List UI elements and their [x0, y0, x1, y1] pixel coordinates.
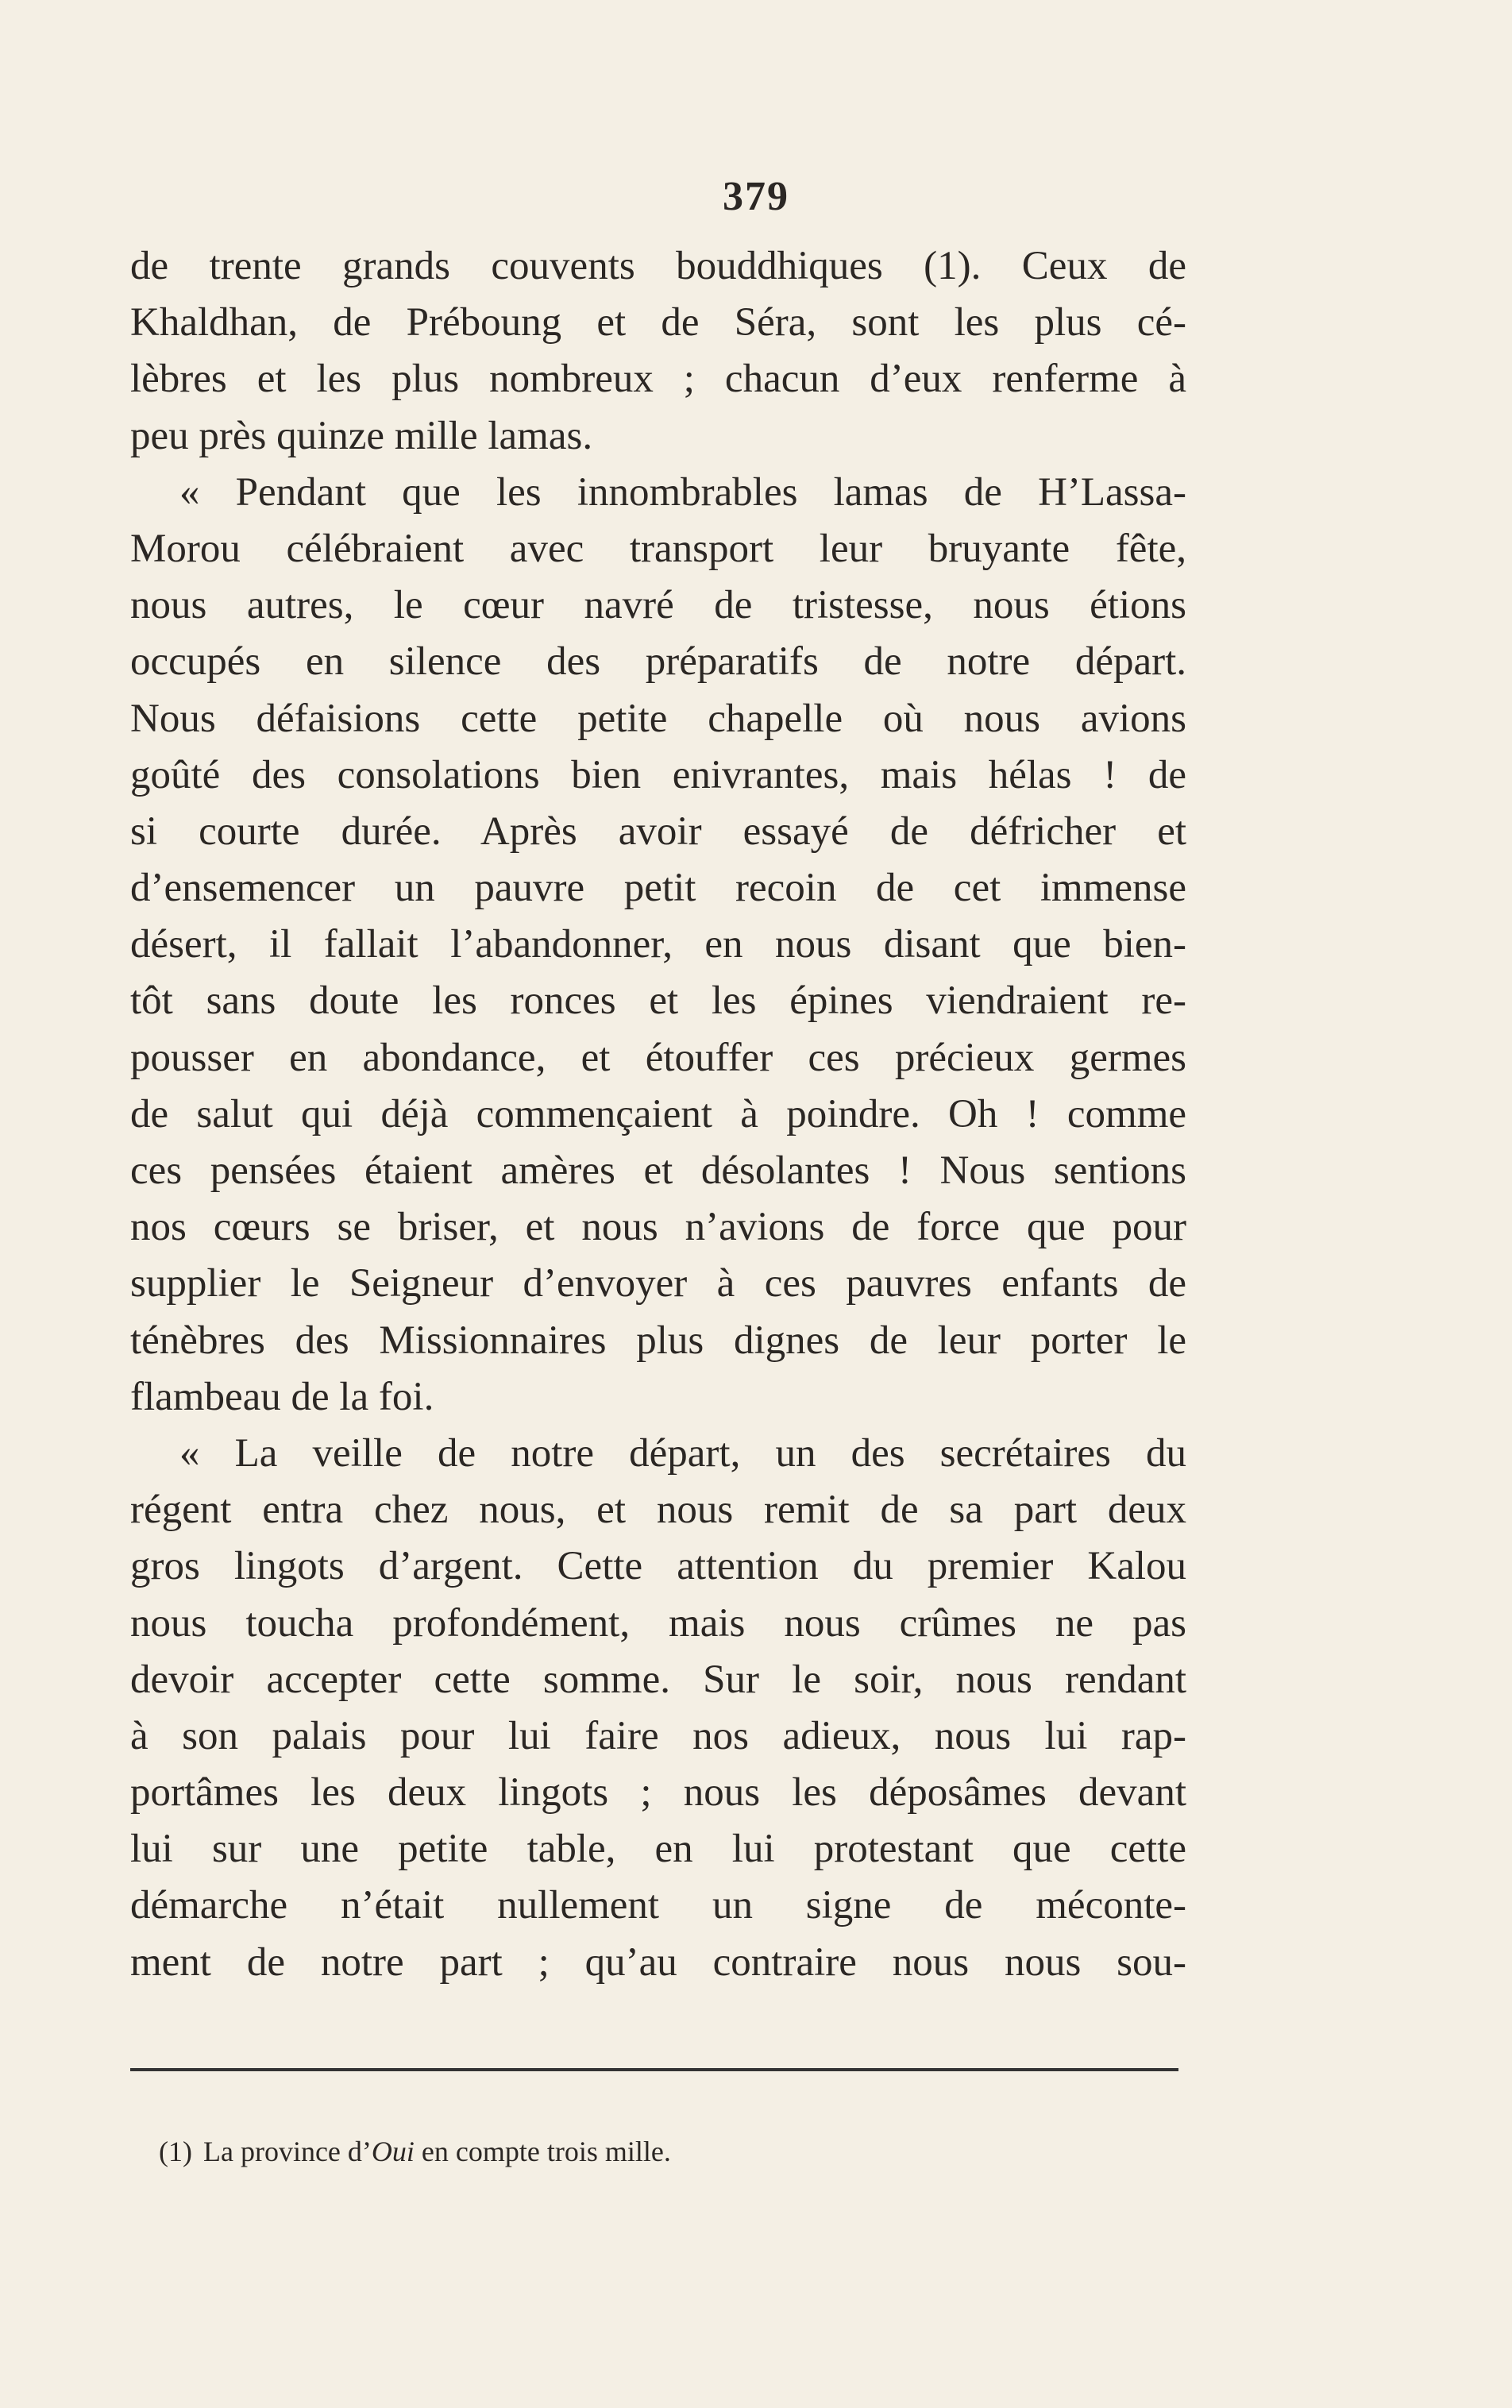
footnote-divider	[130, 2068, 1178, 2071]
text-line: ces pensées étaient amères et désolantes ! Nous sentions	[130, 1148, 1186, 1193]
text-line: goûté des consolations bien enivrantes, mais hélas ! de	[130, 752, 1186, 797]
text-line: flambeau de la foi.	[130, 1374, 434, 1419]
text-line: d’ensemencer un pauvre petit recoin de cet immense	[130, 866, 1186, 911]
text-line: Morou célébraient avec transport leur bruyante fête,	[130, 526, 1186, 571]
text-line: lèbres et les plus nombreux ; chacun d’eux renferme à	[130, 357, 1186, 402]
text-line: « Pendant que les innombrables lamas de H’Lassa-	[179, 469, 1186, 515]
page-number: 379	[723, 174, 789, 219]
text-line: ment de notre part ; qu’au contraire nous nous sou-	[130, 1939, 1186, 1985]
footnote-marker: (1)	[159, 2136, 192, 2167]
text-line: si courte durée. Après avoir essayé de défricher et	[130, 808, 1186, 854]
text-line: nous toucha profondément, mais nous crûmes ne pas	[130, 1600, 1186, 1646]
text-line: à son palais pour lui faire nos adieux, nous lui rap-	[130, 1713, 1186, 1758]
text-line: de salut qui déjà commençaient à poindre. Oh ! comme	[130, 1091, 1186, 1136]
footnote-place-name: Oui	[371, 2136, 415, 2167]
text-line: pousser en abondance, et étouffer ces précieux germes	[130, 1035, 1186, 1080]
text-line: nous autres, le cœur navré de tristesse, nous étions	[130, 583, 1186, 628]
text-line: tôt sans doute les ronces et les épines viendraient re-	[130, 978, 1186, 1024]
text-line: démarche n’était nullement un signe de méconte-	[130, 1883, 1186, 1928]
text-line: nos cœurs se briser, et nous n’avions de force que pour	[130, 1205, 1186, 1250]
footnote-text-end: en compte trois mille.	[414, 2136, 671, 2167]
text-line: lui sur une petite table, en lui protestant que cette	[130, 1827, 1186, 1872]
text-line: régent entra chez nous, et nous remit de sa part deux	[130, 1488, 1186, 1533]
text-line: devoir accepter cette somme. Sur le soir, nous rendant	[130, 1657, 1186, 1702]
footnote	[159, 2132, 671, 2171]
text-line: gros lingots d’argent. Cette attention du premier Kalou	[130, 1544, 1186, 1589]
text-line: occupés en silence des préparatifs de notre départ.	[130, 639, 1186, 685]
text-line: Nous défaisions cette petite chapelle où nous avions	[130, 696, 1186, 741]
body-text	[130, 238, 1186, 1991]
text-line: ténèbres des Missionnaires plus dignes de leur porter le	[130, 1318, 1186, 1363]
text-line: portâmes les deux lingots ; nous les déposâmes devant	[130, 1770, 1186, 1816]
text-line: peu près quinze mille lamas.	[130, 413, 593, 458]
text-line: Khaldhan, de Préboung et de Séra, sont les plus cé-	[130, 300, 1186, 345]
text-line: désert, il fallait l’abandonner, en nous disant que bien-	[130, 922, 1186, 967]
text-line: « La veille de notre départ, un des secrétaires du	[179, 1430, 1186, 1476]
text-line: supplier le Seigneur d’envoyer à ces pauvres enfants de	[130, 1261, 1186, 1306]
text-line: de trente grands couvents bouddhiques (1). Ceux de	[130, 244, 1186, 288]
footnote-text-start: La province d’	[202, 2136, 372, 2167]
